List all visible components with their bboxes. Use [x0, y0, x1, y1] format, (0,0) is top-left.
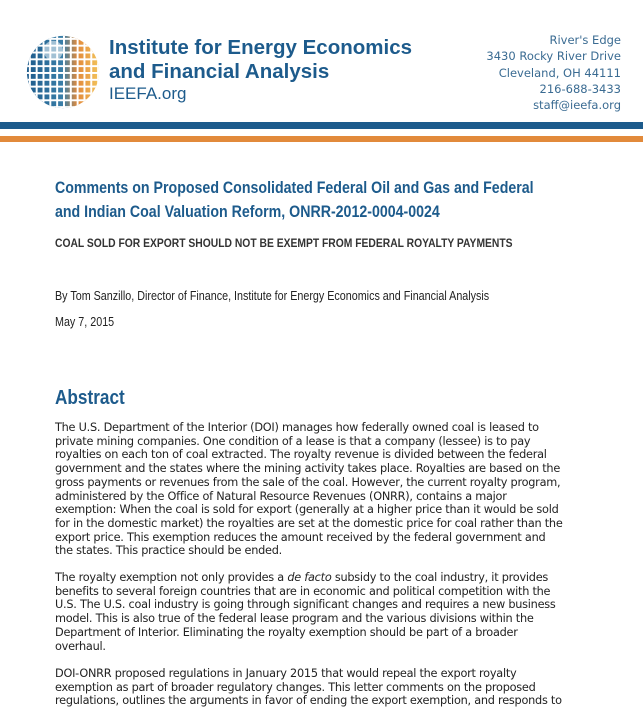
paragraph-line: exemption: When the coal is sold for export (generally at a higher price than it would be sold — [55, 503, 559, 517]
document-date: May 7, 2015 — [55, 315, 115, 329]
paragraph-line: regulations, outlines the arguments in favor of ending the export exemption, and responds to — [55, 694, 562, 708]
paragraph-line: overhaul. — [55, 639, 106, 653]
header-divider-blue — [0, 122, 643, 129]
abstract-heading: Abstract — [55, 387, 125, 409]
paragraph-line: The U.S. Department of the Interior (DOI) manages how federally owned coal is leased to — [55, 421, 539, 434]
text-span: The royalty exemption not only provides a — [55, 571, 288, 584]
document-title — [55, 176, 534, 224]
title-line: Comments on Proposed Consolidated Federal Oil and Gas and Federal — [55, 179, 534, 197]
ieefa-globe-logo — [24, 33, 102, 111]
title-line: and Indian Coal Valuation Reform, ONRR-2012-0004-0024 — [55, 203, 440, 221]
address-line: River's Edge — [549, 33, 621, 47]
text-span: subsidy to the coal industry, it provides — [331, 571, 549, 584]
address-line: 3430 Rocky River Drive — [486, 49, 621, 64]
header-divider-orange — [0, 136, 643, 142]
paragraph-line: the states. This practice should be ended. — [55, 544, 282, 558]
paragraph-line: model. This is also true of the federal lease program and the various divisions within the — [55, 612, 534, 626]
paragraph-line: administered by the Office of Natural Resource Revenues (ONRR), contains a major — [55, 489, 507, 503]
paragraph-line: exemption as part of broader regulatory changes. This letter comments on the proposed — [55, 680, 536, 694]
paragraph-line: for in the domestic market) the royalties are set at the domestic price for coal rather than the — [55, 516, 563, 530]
org-name-line1: Institute for Energy Economics — [109, 36, 412, 59]
address-line: Cleveland, OH 44111 — [498, 65, 621, 80]
italic-text: de facto — [287, 571, 332, 584]
abstract-paragraph-2 — [55, 571, 556, 653]
paragraph-line: gross payments or revenues from the sale of the coal. However, the current royalty program, — [55, 475, 561, 489]
abstract-paragraph-1 — [55, 421, 563, 558]
byline: By Tom Sanzillo, Director of Finance, Institute for Energy Economics and Financial Analysis — [55, 289, 490, 303]
paragraph-line: benefits to several foreign countries that are in economic and political competition with the — [55, 584, 551, 598]
paragraph-line: Department of Interior. Eliminating the royalty exemption should be part of a broader — [55, 625, 518, 639]
paragraph-line: royalties on each ton of coal extracted. The royalty revenue is divided between the federal — [55, 448, 547, 462]
paragraph-line: private mining companies. One condition of a lease is that a company (lessee) is to pay — [55, 434, 531, 448]
org-url[interactable]: IEEFA.org — [109, 84, 187, 103]
org-name-line2: and Financial Analysis — [109, 60, 330, 83]
abstract-paragraph-3 — [55, 667, 562, 708]
paragraph-line: export price. This exemption reduces the amount received by the federal government and — [55, 530, 546, 544]
org-name — [109, 36, 412, 104]
address-block — [486, 32, 621, 113]
document-subtitle: COAL SOLD FOR EXPORT SHOULD NOT BE EXEMPT FROM FEDERAL ROYALTY PAYMENTS — [55, 236, 513, 250]
email-link[interactable]: staff@ieefa.org — [533, 98, 621, 113]
paragraph-line: DOI-ONRR proposed regulations in January 2015 that would repeal the export royalty — [55, 667, 517, 680]
paragraph-line: government and the states where the mining activity takes place. Royalties are based on the — [55, 462, 561, 476]
phone: 216-688-3433 — [539, 81, 621, 96]
paragraph-line: U.S. The U.S. coal industry is going through significant changes and requires a new business — [55, 598, 556, 612]
paragraph-line — [55, 571, 556, 585]
